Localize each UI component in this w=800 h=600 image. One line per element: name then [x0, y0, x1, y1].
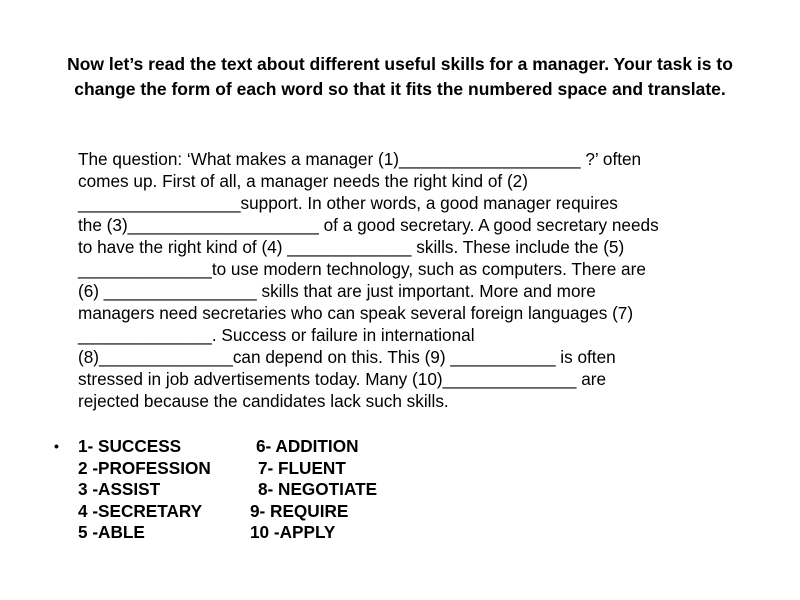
passage-line: ______________. Success or failure in international [78, 325, 475, 345]
passage-line: the (3)____________________ of a good secretary. A good secretary needs [78, 215, 659, 235]
word-list-row [54, 458, 474, 480]
passage-line: managers need secretaries who can speak several foreign languages (7) [78, 303, 634, 323]
passage-line: (8)______________can depend on this. This (9) ___________ is often [78, 347, 616, 367]
word-list-row [54, 479, 474, 501]
word-item: 9- REQUIRE [250, 500, 349, 521]
word-list [54, 436, 474, 544]
bullet-icon: • [54, 438, 59, 454]
passage-line: (6) ________________ skills that are just important. More and more [78, 281, 596, 301]
word-item: 10 -APPLY [250, 522, 336, 542]
passage-line: stressed in job advertisements today. Many (10)______________ are [78, 369, 607, 389]
passage-paragraph [78, 148, 768, 412]
passage-line: rejected because the candidates lack such skills. [78, 391, 449, 411]
word-list-row [54, 501, 474, 523]
word-list-row [54, 436, 474, 458]
word-item: 3 -ASSIST [78, 479, 161, 499]
word-item: 6- ADDITION [256, 436, 359, 456]
passage-line: _________________support. In other words, a good manager requires [78, 193, 618, 213]
passage-line: The question: ‘What makes a manager (1)___________________ ?’ often [78, 149, 642, 169]
word-item: 1- SUCCESS [78, 436, 182, 456]
word-item: 8- NEGOTIATE [258, 479, 378, 499]
word-item: 7- FLUENT [258, 457, 346, 478]
passage-line: comes up. First of all, a manager needs the right kind of (2) [78, 171, 528, 191]
word-list-row [54, 522, 474, 544]
word-item: 5 -ABLE [78, 522, 145, 542]
word-item: 2 -PROFESSION [78, 457, 211, 478]
word-item: 4 -SECRETARY [78, 500, 203, 521]
passage-line: to have the right kind of (4) _____________ skills. These include the (5) [78, 237, 625, 257]
passage-line: ______________to use modern technology, such as computers. There are [78, 259, 646, 279]
task-instructions-title: Now let’s read the text about different useful skills for a manager. Your task is to change the form of each word so that it fits the numbered space and translate. [67, 54, 733, 99]
reading-passage [78, 148, 768, 412]
